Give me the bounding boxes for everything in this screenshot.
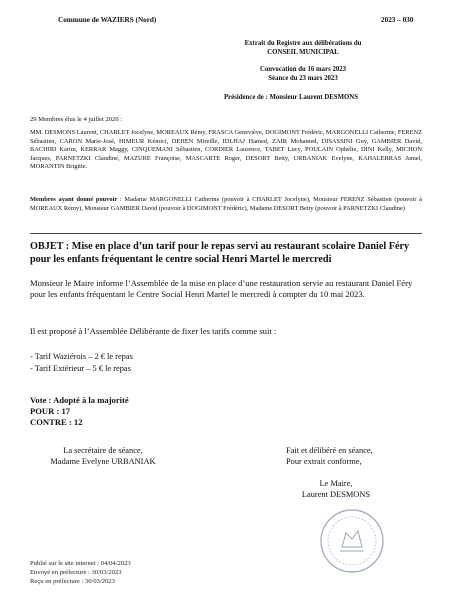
session-date: Séance du 23 mars 2023 <box>268 74 338 82</box>
extract-title <box>218 40 388 57</box>
vote-pour: POUR : 17 <box>30 406 71 416</box>
done-line-2: Pour extrait conforme, <box>286 456 362 466</box>
footer-published: Publié sur le site internet : 04/04/2023 <box>30 560 131 567</box>
vote-contre: CONTRE : 12 <box>30 417 83 427</box>
tarif-waziers: - Tarif Waziérois – 2 € le repas <box>30 352 133 361</box>
commune-header: Commune de WAZIERS (Nord) <box>58 16 157 24</box>
convocation-date: Convocation du 16 mars 2023 <box>259 66 347 73</box>
proxies-label: Membres ayant donné pouvoir <box>30 196 118 203</box>
mayor-signature <box>286 479 386 501</box>
deliberation-number: 2023 – 030 <box>381 16 414 24</box>
done-in-session <box>286 446 373 468</box>
footer-sent: Envoyé en préfecture : 30/03/2023 <box>30 569 122 576</box>
vote-title: Vote : Adopté à la majorité <box>30 395 129 405</box>
divider <box>30 233 422 234</box>
proxies-text: : Madame MARGONELLI Catherine (pouvoir à CHARLET Jocelyne), Monsieur FERENZ Sébastien (pouvoir à MOREAUX Rémy), Monsieur GAMBIER David (pouvoir à DOGIMONT Frédéric), Madame DESORT Betty (pouvoir à PARNETZKI Claudine) <box>30 196 422 212</box>
secretary-signature <box>38 446 168 468</box>
mayor-name: Laurent DESMONS <box>301 489 371 499</box>
tarif-exterieur: - Tarif Extérieur – 5 € le repas <box>30 364 131 373</box>
transmission-footer <box>30 559 131 586</box>
secretary-name: Madame Evelyne URBANIAK <box>50 456 156 466</box>
members-list: MM. DESMONS Laurent, CHARLET Jocelyne, MOREAUX Rémy, FRASCA Geneviève, DOGIMONT Frédéric, MARGONELLI Catherine, FERENZ Sébastien, CARON Marie-José, HIMEUR Kémici, DEHEN Mireille, IDLHAJ Hamed, ZAIR Mohamed, DISASSINI Guy, GAMBIER David, BACHIRI Karim, KERRAR Maggy, CINQUEMANI Sébastien, CORDIER Laurence, TABET Lucy, POULAIN Ophélie, DINI Kelly, MICHON Jacques, PARNETZKI Claudine, MAZURE Françoise, MASCARTE Roger, DESORT Betty, URBANIAK Evelyne, KAHALERRAS Jamel, MORANTIN Brigitte. <box>30 129 422 171</box>
members-intro: 29 Membres élus le 4 juillet 2020 : <box>30 116 123 123</box>
objet-title: OBJET : Mise en place d’un tarif pour le repas servi au restaurant scolaire Daniel Féry pour les enfants fréquentant le centre social Henri Martel le mercredi <box>30 241 410 265</box>
done-line-1: Fait et délibéré en séance, <box>286 446 373 455</box>
secretary-title: La secrétaire de séance, <box>63 446 143 455</box>
body-paragraph-2: Il est proposé à l’Assemblée Délibérante de fixer les tarifs comme suit : <box>30 326 277 336</box>
proxies-paragraph <box>30 196 422 213</box>
body-paragraph-1: Monsieur le Maire informe l’Assemblée de la mise en place d’une restauration servie au restaurant Daniel Féry pour les enfants fréquentant le Centre Social Henri Martel le mercredi à compter du 10 mai 2023. <box>30 278 413 299</box>
mayor-title: Le Maire, <box>319 479 353 488</box>
extract-line-2: CONSEIL MUNICIPAL <box>267 48 339 56</box>
official-seal-icon <box>318 507 386 575</box>
footer-received: Reçu en préfecture : 30/03/2023 <box>30 578 115 585</box>
presidence: Présidence de : Monsieur Laurent DESMONS <box>224 94 358 101</box>
convocation-block <box>218 66 388 83</box>
vote-block <box>30 395 129 428</box>
extract-line-1: Extrait du Registre aux délibérations du <box>244 40 362 47</box>
